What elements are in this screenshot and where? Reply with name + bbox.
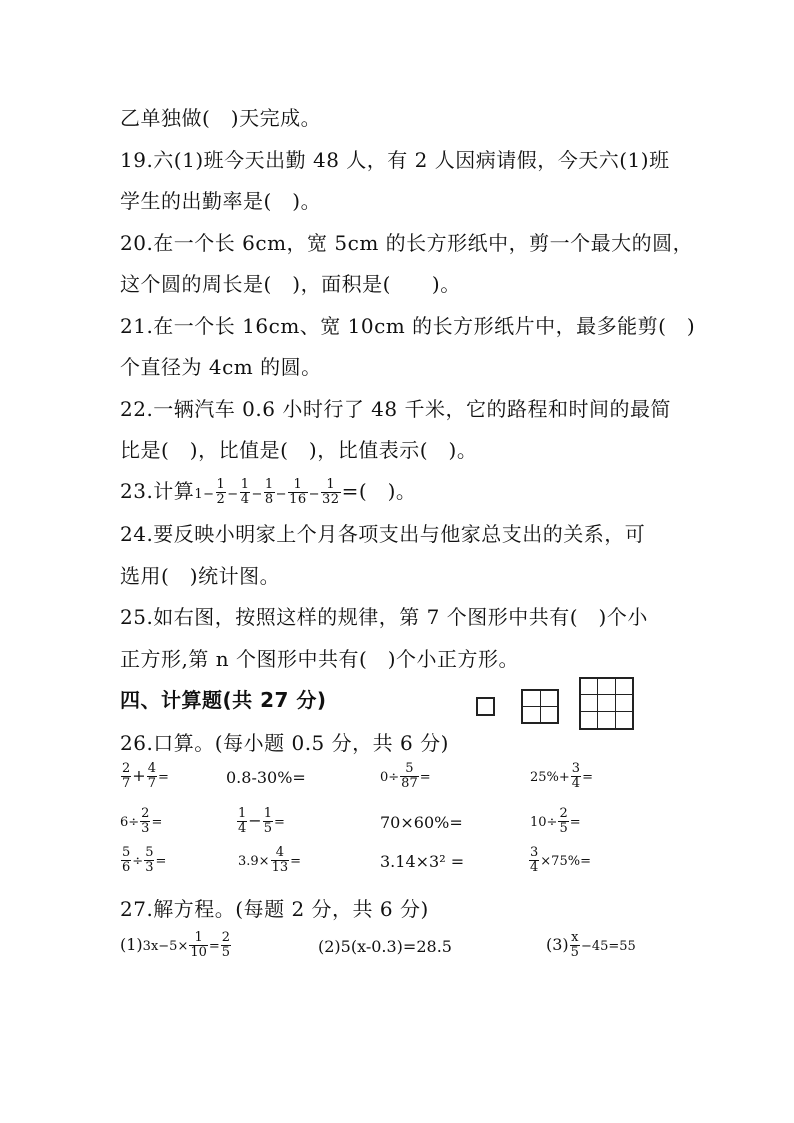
oral-r3c3: 3.14×3² =: [380, 852, 465, 871]
q23-suffix: =( )。: [341, 479, 417, 503]
q19-line1: 19.六(1)班今天出勤 48 人，有 2 人因病请假，今天六(1)班: [120, 148, 670, 172]
oral-r2c4: 10÷ $\frac{2}{5}$ =: [530, 806, 581, 836]
minus-sign: −: [203, 487, 215, 502]
oral-r3c1: $\frac{5}{6}$ ÷ $\frac{5}{3}$ =: [122, 845, 167, 875]
q20-line2: 这个圆的周长是( )，面积是( )。: [120, 272, 461, 296]
q23-line: [120, 478, 416, 507]
oral-r3c4: $\frac{3}{4}$ ×75%=: [530, 845, 591, 875]
equation-2: (2)5(x-0.3)=28.5: [318, 937, 452, 956]
pattern-2-divider-h: [521, 706, 559, 707]
pattern-3-divider-v1: [597, 677, 598, 730]
minus-sign: −: [275, 487, 288, 502]
pattern-square-1: [476, 697, 495, 716]
equation-3: (3) $\frac{x}{5}$ −45=55: [546, 930, 636, 960]
q19-line2: 学生的出勤率是( )。: [120, 189, 322, 213]
equation-1: (1)3x−5× $\frac{1}{10}$ = $\frac{2}{5}$: [120, 930, 231, 960]
q25-line2: 正方形,第 n 个图形中共有( )个小正方形。: [120, 647, 520, 671]
q23-frac-5: $\frac{1}{32}$: [322, 477, 340, 507]
pattern-3-divider-v2: [615, 677, 616, 730]
q25-line1: 25.如右图，按照这样的规律，第 7 个图形中共有( )个小: [120, 605, 648, 629]
pattern-3-divider-h1: [579, 694, 634, 695]
minus-sign: −: [251, 487, 263, 502]
q21-line2: 个直径为 4cm 的圆。: [120, 355, 322, 379]
oral-r1c2: 0.8-30%=: [226, 768, 306, 787]
q23-prefix: 23.计算: [120, 479, 195, 503]
q23-frac-1: $\frac{1}{2}$: [216, 477, 226, 507]
minus-sign: −: [308, 487, 321, 502]
minus-sign: −: [227, 487, 239, 502]
q27-heading: 27.解方程。(每题 2 分，共 6 分): [120, 897, 429, 921]
q22-line2: 比是( )，比值是( )，比值表示( )。: [120, 438, 478, 462]
q24-line2: 选用( )统计图。: [120, 564, 281, 588]
q18-continuation: 乙单独做( )天完成。: [120, 106, 322, 130]
oral-r1c1: $\frac{2}{7}$ + $\frac{4}{7}$ =: [122, 761, 169, 791]
q23-frac-2: $\frac{1}{4}$: [240, 477, 250, 507]
q23-frac-4: $\frac{1}{16}$: [289, 477, 307, 507]
q21-line1: 21.在一个长 16cm、宽 10cm 的长方形纸片中，最多能剪( ): [120, 314, 696, 338]
q26-heading: 26.口算。(每小题 0.5 分，共 6 分): [120, 731, 449, 755]
oral-r2c2: $\frac{1}{4}$ − $\frac{1}{5}$ =: [238, 806, 285, 836]
q23-frac-3: $\frac{1}{8}$: [264, 477, 274, 507]
q24-line1: 24.要反映小明家上个月各项支出与他家总支出的关系，可: [120, 522, 646, 546]
oral-r2c3: 70×60%=: [380, 813, 463, 832]
oral-r3c2: 3.9× $\frac{4}{13}$ =: [238, 845, 302, 875]
q20-line1: 20.在一个长 6cm，宽 5cm 的长方形纸中，剪一个最大的圆，: [120, 231, 694, 255]
oral-r2c1: 6÷ $\frac{2}{3}$ =: [120, 806, 163, 836]
pattern-square-3: [579, 677, 634, 730]
oral-r1c4: 25%+ $\frac{3}{4}$ =: [530, 761, 593, 791]
oral-r1c3: 0÷ $\frac{5}{87}$ =: [380, 761, 431, 791]
q23-one: 1: [194, 487, 204, 502]
q22-line1: 22.一辆汽车 0.6 小时行了 48 千米，它的路程和时间的最简: [120, 397, 671, 421]
section-4-heading: 四、计算题(共 27 分): [120, 688, 327, 712]
pattern-3-divider-h2: [579, 711, 634, 712]
